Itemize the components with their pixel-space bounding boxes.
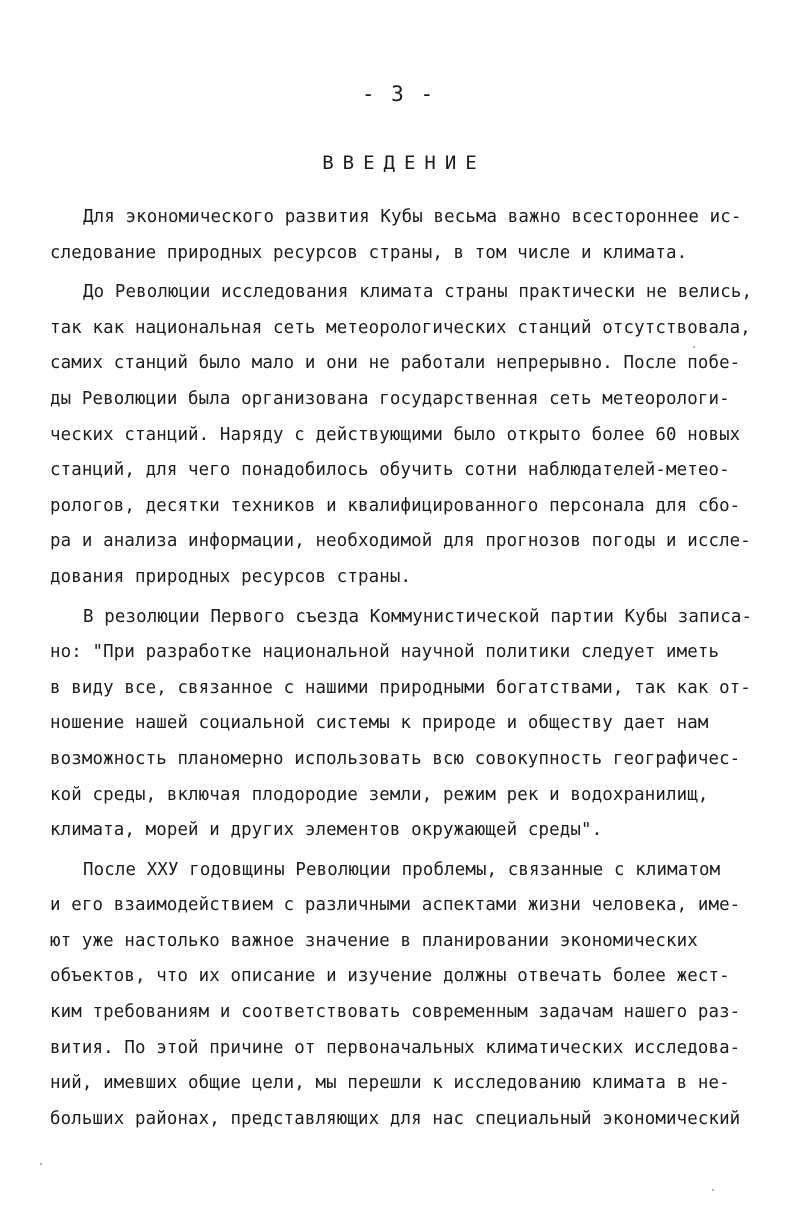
text-line: ра и анализа информации, необходимой для прогнозов погоды и иссле- xyxy=(50,531,751,552)
text-line: ний, имевших общие цели, мы перешли к исследованию климата в не- xyxy=(50,1073,730,1094)
text-line: рологов, десятки техников и квалифицированного персонала для сбо- xyxy=(50,495,741,516)
section-heading: ВВЕДЕНИЕ xyxy=(322,152,486,174)
text-line: следование природных ресурсов страны, в том числе и климата. xyxy=(50,242,688,263)
text-line: вития. По этой причине от первоначальных климатических исследова- xyxy=(50,1037,741,1058)
text-line: кой среды, включая плодородие земли, режим рек и водохранилищ, xyxy=(50,784,709,805)
text-line: станций, для чего понадобилось обучить сотни наблюдателей-метео- xyxy=(50,460,730,481)
paragraph-2 xyxy=(50,275,790,595)
text-line: климата, морей и других элементов окружающей среды". xyxy=(50,820,603,841)
text-line: ды Революции была организована государственная сеть метеорологи- xyxy=(50,388,730,409)
text-line: Для экономического развития Кубы весьма важно всестороннее ис- xyxy=(83,207,742,227)
text-line: ношение нашей социальной системы к природе и обществу дает нам xyxy=(50,713,709,734)
text-line: возможность планомерно использовать всю совокупность географичес- xyxy=(50,748,741,769)
paragraph-1 xyxy=(50,200,790,271)
scan-speck xyxy=(712,1189,714,1191)
paragraph-4 xyxy=(50,853,790,1138)
text-line: ческих станций. Наряду с действующими было открыто более 60 новых xyxy=(50,424,741,445)
paragraph-3 xyxy=(50,600,790,849)
text-line: После XXУ годовщины Революции проблемы, связанные с климатом xyxy=(83,859,721,880)
text-line: самих станций было мало и они не работали непрерывно. После побе- xyxy=(50,353,741,374)
text-line: но: "При разработке национальной научной политики следует иметь xyxy=(50,642,720,663)
text-line: До Революции исследования климата страны практически не велись, xyxy=(83,282,753,303)
text-line: так как национальная сеть метеорологических станций отсутствовала, xyxy=(50,317,751,338)
text-line: ют уже настолько важное значение в планировании экономических xyxy=(50,930,698,951)
text-line: и его взаимодействием с различными аспектами жизни человека, име- xyxy=(50,895,741,916)
text-line: объектов, что их описание и изучение должны отвечать более жест- xyxy=(50,966,730,987)
body-text xyxy=(50,200,790,1137)
text-line: В резолюции Первого съезда Коммунистической партии Кубы записа- xyxy=(83,606,753,627)
text-line: дования природных ресурсов страны. xyxy=(50,566,412,587)
text-line: больших районах, представляющих для нас специальный экономический xyxy=(50,1108,741,1129)
page-number: - 3 - xyxy=(361,82,436,106)
text-line: ким требованиям и соответствовать современным задачам нашего раз- xyxy=(50,1002,741,1023)
scan-speck xyxy=(693,346,695,348)
text-line: в виду все, связанное с нашими природными богатствами, так как от- xyxy=(50,677,751,698)
scan-speck xyxy=(40,1163,42,1165)
